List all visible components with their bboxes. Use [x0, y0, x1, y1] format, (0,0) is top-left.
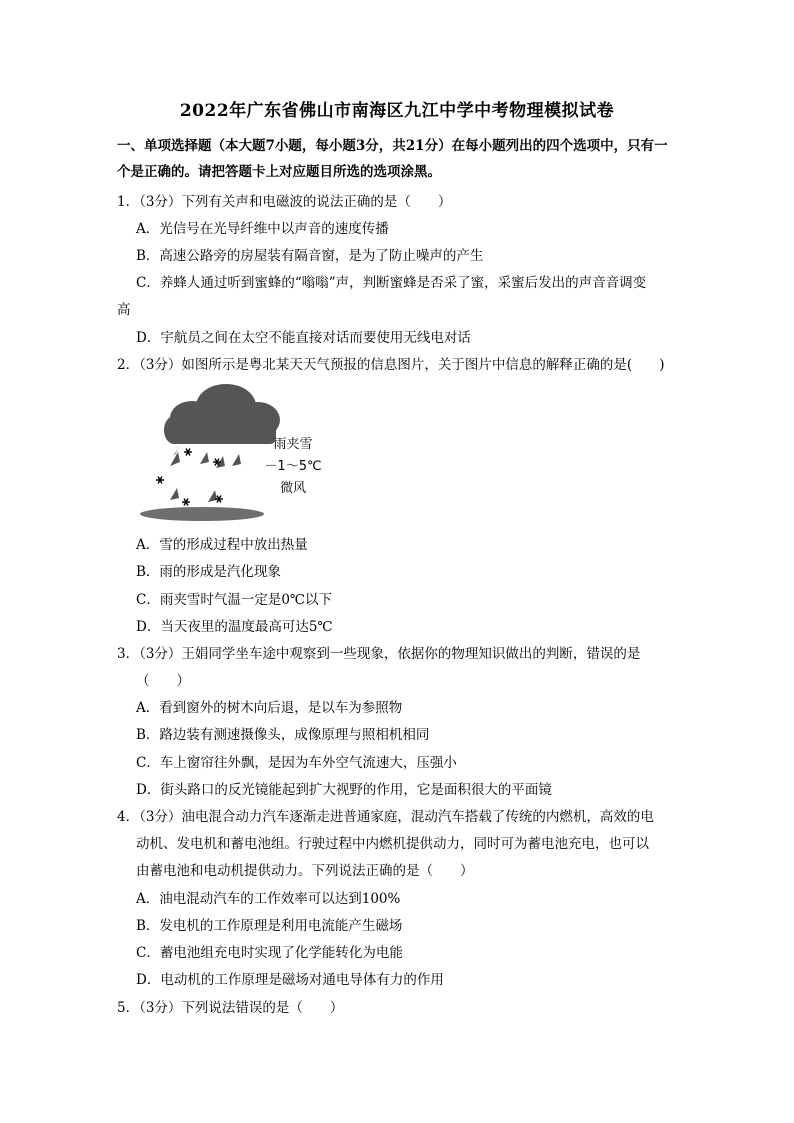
- question-4-option-b: B．发电机的工作原理是利用电流能产生磁场: [136, 918, 403, 934]
- question-4-stem-cont-2: 由蓄电池和电动机提供动力。下列说法正确的是（ ）: [136, 863, 474, 879]
- temperature-label: －1～5℃: [264, 459, 322, 474]
- question-2-option-c: C．雨夹雪时气温一定是0℃以下: [136, 592, 333, 608]
- question-4-stem-cont-1: 动机、发电机和蓄电池组。行驶过程中内燃机提供动力，同时可为蓄电池充电，也可以: [136, 836, 649, 852]
- weather-label: 雨夹雪: [273, 437, 313, 452]
- question-4-stem: 4．（3分）油电混合动力汽车逐渐走进普通家庭，混动汽车搭载了传统的内燃机，高效的电: [117, 809, 654, 825]
- question-4-option-c: C．蓄电池组充电时实现了化学能转化为电能: [136, 945, 403, 961]
- question-3-stem: 3．（3分）王娟同学坐车途中观察到一些现象，依据你的物理知识做出的判断，错误的是: [117, 646, 641, 662]
- question-1-option-a: A．光信号在光导纤维中以声音的速度传播: [136, 221, 389, 237]
- question-3-option-a: A．看到窗外的树木向后退，是以车为参照物: [136, 700, 403, 716]
- question-1-option-b: B．高速公路旁的房屋装有隔音窗，是为了防止噪声的产生: [136, 248, 484, 264]
- question-1-option-c-cont: 高: [117, 302, 131, 318]
- question-5-stem: 5．（3分）下列说法错误的是（ ）: [117, 1000, 344, 1016]
- question-3-stem-cont: （ ）: [136, 673, 190, 689]
- ground-puddle: [140, 507, 264, 521]
- wind-label: 微风: [279, 481, 306, 496]
- question-2-option-a: A．雪的形成过程中放出热量: [136, 537, 308, 553]
- question-1-stem: 1．（3分）下列有关声和电磁波的说法正确的是（ ）: [117, 194, 452, 210]
- question-4-option-a: A．油电混动汽车的工作效率可以达到100%: [136, 891, 401, 907]
- question-2-stem: 2．（3分）如图所示是粤北某天天气预报的信息图片，关于图片中信息的解释正确的是( ): [117, 357, 665, 373]
- question-2-option-b: B．雨的形成是汽化现象: [136, 564, 281, 580]
- question-1-option-c: C．养蜂人通过听到蜜蜂的“嗡嗡”声，判断蜜蜂是否采了蜜，采蜜后发出的声音音调变: [136, 275, 647, 291]
- question-3-option-c: C．车上窗帘往外飘，是因为车外空气流速大，压强小: [136, 755, 457, 771]
- page-title: 2022年广东省佛山市南海区九江中学中考物理模拟试卷: [179, 101, 615, 121]
- question-4-option-d: D．电动机的工作原理是磁场对通电导体有力的作用: [136, 972, 444, 988]
- question-2-option-d: D．当天夜里的温度最高可达5℃: [136, 619, 333, 635]
- question-1-option-d: D．宇航员之间在太空不能直接对话而要使用无线电对话: [136, 330, 471, 346]
- question-3-option-d: D．街头路口的反光镜能起到扩大视野的作用，它是面积很大的平面镜: [136, 782, 552, 798]
- section-heading: 一、单项选择题（本大题7小题，每小题3分，共21分）在每小题列出的四个选项中，只有一个是正确的。请把答题卡上对应题目所选的选项涂黑。: [117, 138, 668, 180]
- question-3-option-b: B．路边装有测速摄像头，成像原理与照相机相同: [136, 727, 430, 743]
- rain-drops: [170, 446, 241, 502]
